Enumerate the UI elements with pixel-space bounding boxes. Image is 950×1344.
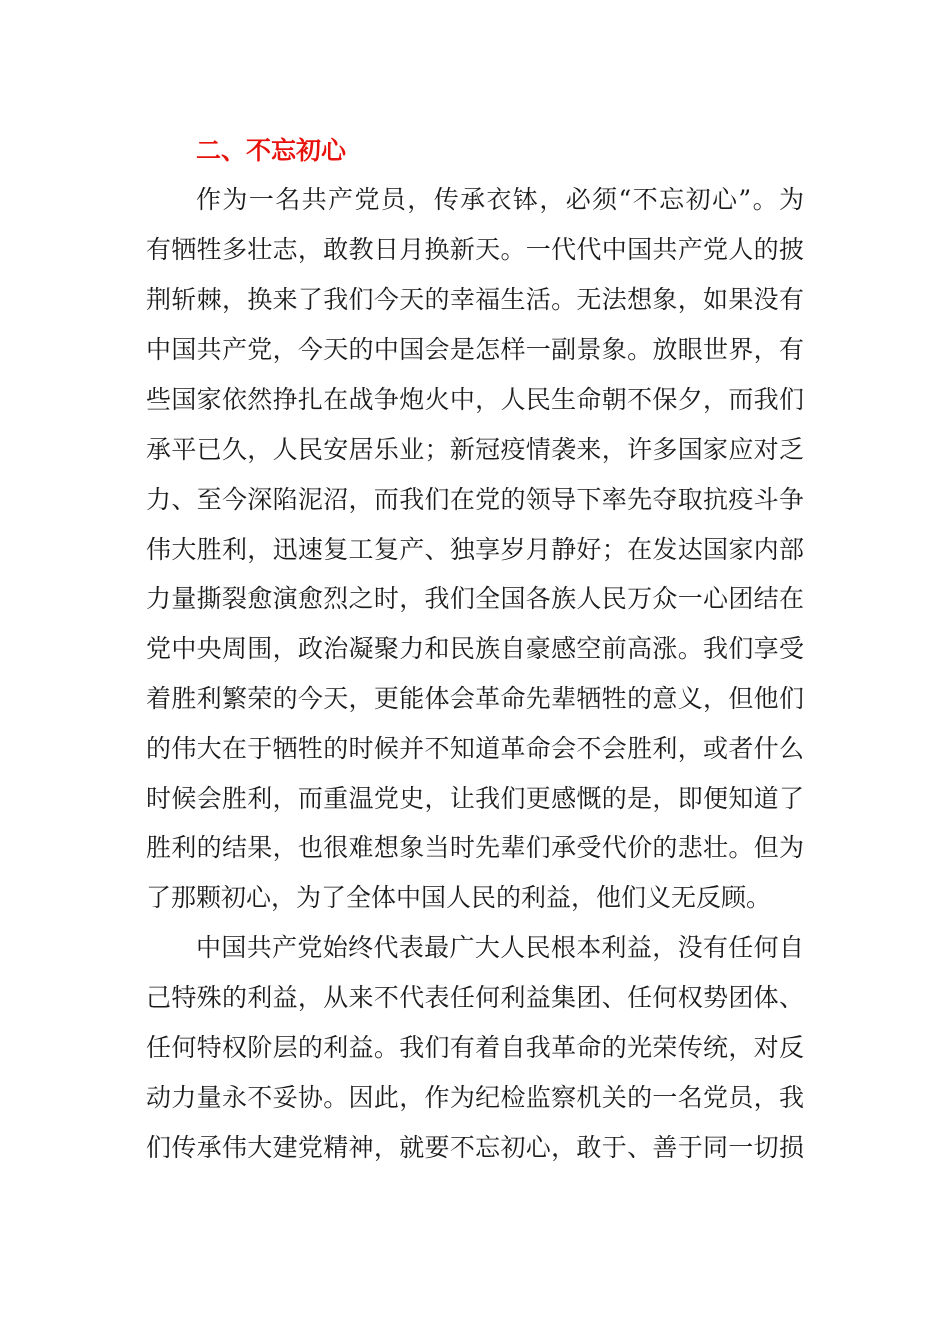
paragraph-2-line-1: 中国共产党始终代表最广大人民根本利益，没有任何自 <box>196 933 804 962</box>
paragraph-1-line-4: 中国共产党，今天的中国会是怎样一副景象。放眼世界，有 <box>146 335 804 364</box>
paragraph-1-line-13: 时候会胜利，而重温党史，让我们更感慨的是，即便知道了 <box>146 784 804 813</box>
paragraph-1-line-5: 些国家依然挣扎在战争炮火中，人民生命朝不保夕，而我们 <box>146 385 804 414</box>
paragraph-1-line-8: 伟大胜利，迅速复工复产、独享岁月静好；在发达国家内部 <box>146 535 804 564</box>
paragraph-2-line-5: 们传承伟大建党精神，就要不忘初心，敢于、善于同一切损 <box>146 1133 804 1162</box>
paragraph-1-line-14: 胜利的结果，也很难想象当时先辈们承受代价的悲壮。但为 <box>146 833 804 862</box>
paragraph-2-line-2: 己特殊的利益，从来不代表任何利益集团、任何权势团体、 <box>146 983 804 1012</box>
paragraph-1-line-2: 有牺牲多壮志，敢教日月换新天。一代代中国共产党人的披 <box>146 235 804 264</box>
paragraph-1-line-11: 着胜利繁荣的今天，更能体会革命先辈牺牲的意义，但他们 <box>146 684 804 713</box>
paragraph-1-line-10: 党中央周围，政治凝聚力和民族自豪感空前高涨。我们享受 <box>146 634 804 663</box>
paragraph-1-line-6: 承平已久，人民安居乐业；新冠疫情袭来，许多国家应对乏 <box>146 435 804 464</box>
paragraph-1-line-1: 作为一名共产党员，传承衣钵，必须“不忘初心”。为 <box>196 185 804 214</box>
paragraph-1-line-3: 荆斩棘，换来了我们今天的幸福生活。无法想象，如果没有 <box>146 285 804 314</box>
paragraph-2-line-4: 动力量永不妥协。因此，作为纪检监察机关的一名党员，我 <box>146 1083 804 1112</box>
paragraph-1-line-9: 力量撕裂愈演愈烈之时，我们全国各族人民万众一心团结在 <box>146 584 804 613</box>
paragraph-1-line-12: 的伟大在于牺牲的时候并不知道革命会不会胜利，或者什么 <box>146 734 804 763</box>
paragraph-1-line-7: 力、至今深陷泥沼，而我们在党的领导下率先夺取抗疫斗争 <box>146 485 804 514</box>
paragraph-1-line-15: 了那颗初心，为了全体中国人民的利益，他们义无反顾。 <box>146 883 772 912</box>
paragraph-2-line-3: 任何特权阶层的利益。我们有着自我革命的光荣传统，对反 <box>146 1033 804 1062</box>
section-heading: 二、不忘初心 <box>196 136 347 165</box>
